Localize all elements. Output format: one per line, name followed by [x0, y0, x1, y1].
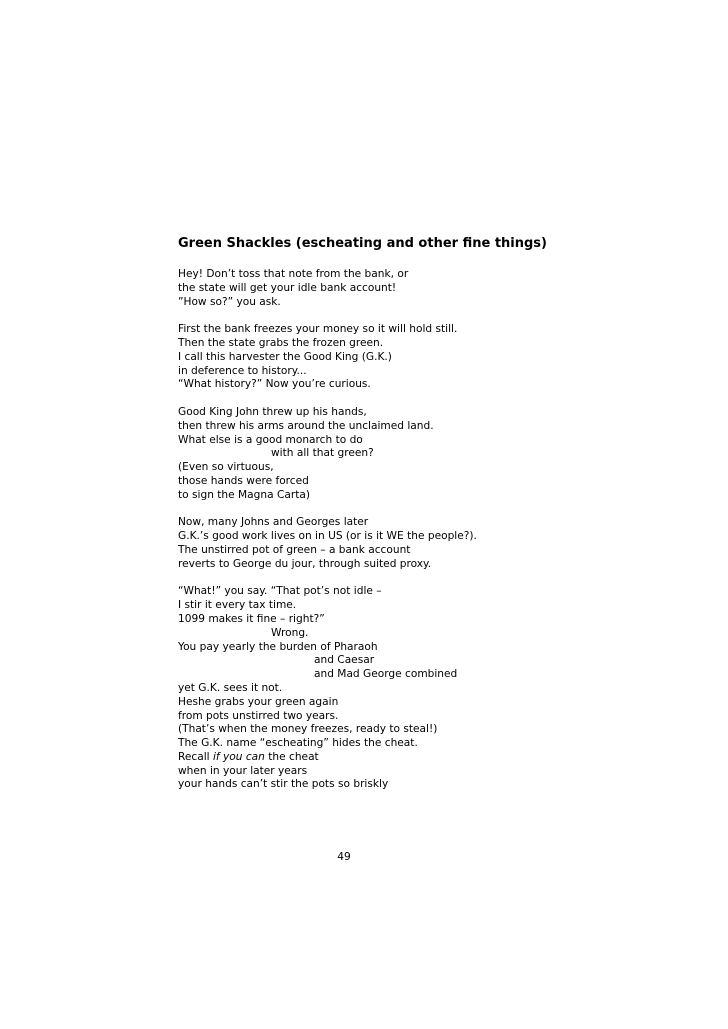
poem-body [178, 268, 698, 792]
poem-line: and Caesar [314, 654, 375, 667]
poem-line: when in your later years [178, 764, 308, 777]
poem-line: Then the state grabs the frozen green. [178, 336, 384, 349]
poem-line: You pay yearly the burden of Pharaoh [178, 640, 378, 653]
poem-line: G.K.’s good work lives on in US (or is it WE the people?). [178, 530, 477, 543]
poem-line: Now, many Johns and Georges later [178, 516, 369, 529]
page-number: 49 [337, 851, 351, 863]
poem-line: I stir it every tax time. [178, 599, 297, 612]
poem-line: from pots unstirred two years. [178, 709, 339, 722]
stanza [178, 323, 698, 392]
poem-line: those hands were forced [178, 474, 309, 487]
stanza-gap [178, 309, 698, 323]
poem-line: Wrong. [271, 626, 309, 639]
stanza [178, 516, 698, 571]
poem-line: your hands can’t stir the pots so briskly [178, 778, 389, 791]
poem-line: and Mad George combined [314, 668, 458, 681]
stanza [178, 268, 698, 309]
poem-line: 1099 makes it fine – right?” [178, 612, 325, 625]
poem-line: First the bank freezes your money so it will hold still. [178, 323, 458, 336]
poem-line: I call this harvester the Good King (G.K.) [178, 350, 392, 363]
poem-line: then threw his arms around the unclaimed land. [178, 419, 434, 432]
poem-line: (Even so virtuous, [178, 461, 274, 474]
poem-line: Hey! Don’t toss that note from the bank, or [178, 268, 409, 280]
poem-line: Good King John threw up his hands, [178, 405, 367, 418]
poem-line: (That’s when the money freezes, ready to steal!) [178, 723, 438, 736]
poem-line: The G.K. name “escheating” hides the cheat. [178, 737, 418, 750]
poem-line-text: Recall [178, 750, 213, 763]
poem-line: to sign the Magna Carta) [178, 488, 310, 501]
poem-line-emphasis: if you can [212, 750, 265, 763]
poem-line: the state will get your idle bank account! [178, 281, 397, 294]
poem-line: “What history?” Now you’re curious. [178, 378, 371, 391]
poem-line: reverts to George du jour, through suited proxy. [178, 557, 432, 570]
poem-line [178, 751, 698, 765]
stanza-gap [178, 392, 698, 406]
poem-line: The unstirred pot of green – a bank account [178, 543, 411, 556]
stanza-gap [178, 503, 698, 517]
poem-line: ”How so?” you ask. [178, 295, 281, 308]
poem-line: in deference to history... [178, 364, 307, 377]
stanza-gap [178, 572, 698, 586]
poem-line-text: the cheat [264, 750, 319, 763]
poem-line: yet G.K. sees it not. [178, 681, 283, 694]
stanza [178, 585, 698, 792]
poem-line: with all that green? [271, 447, 374, 460]
poem-line: “What!” you say. “That pot’s not idle – [178, 585, 382, 598]
stanza [178, 406, 698, 503]
poem-line: Heshe grabs your green again [178, 695, 339, 708]
poem-title: Green Shackles (escheating and other fine things) [178, 236, 547, 251]
poem-line: What else is a good monarch to do [178, 433, 363, 446]
